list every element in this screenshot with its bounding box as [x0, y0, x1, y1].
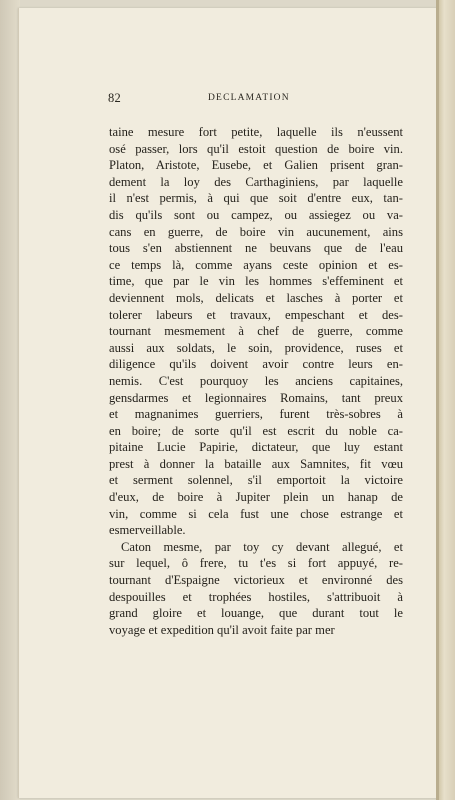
text-line: nemis. C'est pourquoy les anciens capitaines,: [109, 373, 403, 388]
text-line: gensdarmes et legionnaires Romains, tant preux: [109, 390, 403, 405]
text-line: et magnanimes guerriers, furent très-sobres à: [109, 407, 403, 422]
text-line: esmerveillable.: [109, 523, 186, 538]
text-line: Caton mesme, par toy cy devant allegué, et: [121, 539, 403, 554]
running-head: DECLAMATION: [208, 93, 290, 103]
text-line: et serment solennel, s'il emportoit la victoire: [109, 473, 403, 488]
page-header: [108, 91, 408, 109]
text-line: diligence qu'ils doivent avoir contre leurs en-: [109, 357, 403, 372]
text-line: dement la loy des Carthaginiens, par laquelle: [109, 174, 403, 189]
text-line: deviennent mols, delicats et lasches à porter et: [109, 290, 403, 305]
text-line: tous s'en abstiennent ne beuvans que de l'eau: [109, 241, 403, 256]
text-line: Platon, Aristote, Eusebe, et Galien prisent gran-: [109, 158, 403, 173]
page-gutter-shadow: [436, 0, 439, 800]
text-line: aussi aux soldats, le soin, providence, ruses et: [109, 340, 403, 355]
paragraph: [109, 539, 403, 639]
adjacent-page-edge: [437, 0, 455, 800]
text-line: despouilles et trophées hostiles, s'attribuoit à: [109, 589, 403, 604]
text-line: il n'est permis, à qui que soit d'entre eux, tan-: [109, 191, 403, 206]
text-line: d'eux, de boire à Jupiter plein un hanap de: [109, 490, 403, 505]
text-line: voyage et expedition qu'il avoit faite par mer: [109, 622, 335, 637]
text-line: sur lequel, ô frere, tu t'es si fort appuyé, re-: [109, 556, 403, 571]
text-line: ce temps là, comme ayans ceste opinion et es-: [109, 257, 403, 272]
text-line: dis qu'ils sont ou campez, ou assiegez ou va-: [109, 207, 403, 222]
text-line: en boire; de sorte qu'il est escrit du noble ca-: [109, 423, 403, 438]
text-line: prest à donner la bataille aux Samnites, fit vœu: [109, 456, 403, 471]
text-line: osé passer, lors qu'il estoit question de boire vin.: [109, 141, 403, 156]
text-line: pitaine Lucie Papirie, dictateur, que luy estant: [109, 440, 403, 455]
text-line: grand gloire et louange, que durant tout le: [109, 606, 403, 621]
text-line: vin, comme si cela fust une chose estrange et: [109, 506, 403, 521]
text-line: tolerer labeurs et travaux, empeschant et des-: [109, 307, 403, 322]
text-line: time, que par le vin les hommes s'effeminent et: [109, 274, 403, 289]
body-text: [109, 124, 403, 638]
page-number: 82: [108, 91, 121, 105]
text-line: tournant d'Espaigne victorieux et environné des: [109, 573, 403, 588]
text-line: cans en guerre, de boire vin aucunement, ains: [109, 224, 403, 239]
text-line: taine mesure fort petite, laquelle ils n'eussent: [109, 125, 403, 139]
scan-background-left: [0, 0, 20, 800]
paragraph: [109, 124, 403, 539]
text-line: tournant mesmement à chef de guerre, comme: [109, 324, 403, 339]
